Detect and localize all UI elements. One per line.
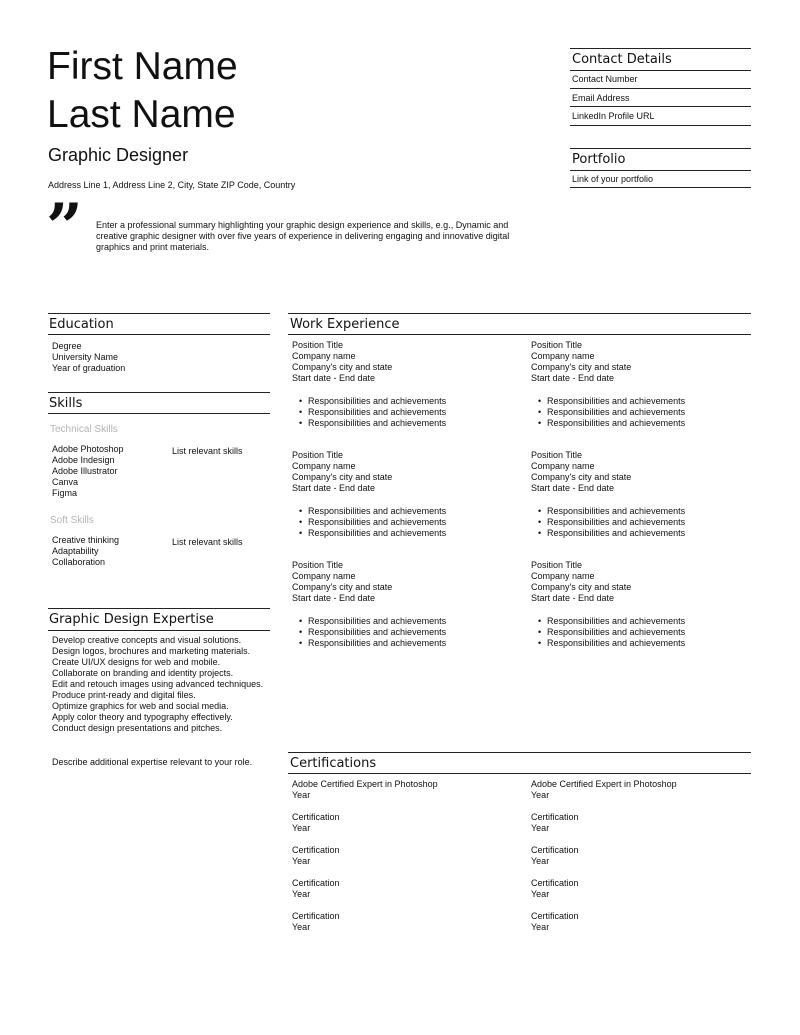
job-entry — [531, 450, 631, 494]
job-location: Company's city and state — [531, 472, 632, 482]
job-location: Company's city and state — [292, 582, 393, 592]
job-bullets — [531, 506, 685, 539]
job-bullet: • Responsibilities and achievements — [531, 506, 685, 517]
expertise-item: Collaborate on branding and identity projects. — [52, 668, 234, 678]
expertise-item: Conduct design presentations and pitches. — [52, 723, 223, 733]
certification-name: Certification — [292, 911, 340, 921]
job-entry — [531, 340, 631, 384]
job-location: Company's city and state — [531, 582, 632, 592]
job-bullets — [292, 616, 446, 649]
certification-name: Certification — [531, 911, 579, 921]
education-university: University Name — [52, 352, 119, 362]
certification-name: Certification — [531, 812, 579, 822]
job-bullet: • Responsibilities and achievements — [531, 407, 685, 418]
job-position: Position Title — [531, 450, 583, 460]
certification-name: Certification — [531, 845, 579, 855]
skills-rule — [48, 413, 270, 414]
work-rule-top — [288, 313, 751, 314]
skills-title: Skills — [49, 396, 83, 411]
certification-year: Year — [292, 922, 311, 932]
job-location: Company's city and state — [292, 472, 393, 482]
certification-year: Year — [531, 790, 550, 800]
soft-skills-label: Soft Skills — [50, 515, 94, 526]
job-dates: Start date - End date — [292, 373, 376, 383]
job-position: Position Title — [292, 450, 344, 460]
certification-name: Certification — [292, 812, 340, 822]
contact-rule — [570, 106, 751, 107]
education-rule-top — [48, 313, 270, 314]
expertise-item: Produce print-ready and digital files. — [52, 690, 196, 700]
job-company: Company name — [292, 351, 356, 361]
job-bullet: • Responsibilities and achievements — [531, 638, 685, 649]
expertise-rule-top — [48, 608, 270, 609]
job-bullet: • Responsibilities and achievements — [292, 506, 446, 517]
portfolio-rule — [570, 187, 751, 188]
certification-year: Year — [531, 922, 550, 932]
certification-year: Year — [292, 790, 311, 800]
technical-skill: Adobe Illustrator — [52, 466, 118, 476]
expertise-list — [52, 635, 263, 734]
certification-name: Certification — [531, 878, 579, 888]
expertise-item: Develop creative concepts and visual solutions. — [52, 635, 242, 645]
expertise-item: Edit and retouch images using advanced techniques. — [52, 679, 264, 689]
job-bullet: • Responsibilities and achievements — [531, 627, 685, 638]
job-bullet: • Responsibilities and achievements — [292, 528, 446, 539]
job-position: Position Title — [292, 340, 344, 350]
education-year: Year of graduation — [52, 363, 126, 373]
job-position: Position Title — [531, 560, 583, 570]
job-entry — [292, 450, 392, 494]
technical-skill: Adobe Indesign — [52, 455, 115, 465]
expertise-item: Optimize graphics for web and social media. — [52, 701, 229, 711]
job-company: Company name — [531, 571, 595, 581]
linkedin-url: LinkedIn Profile URL — [572, 111, 655, 121]
technical-skills-note: List relevant skills — [172, 446, 243, 456]
technical-skill: Figma — [52, 488, 78, 498]
job-bullet: • Responsibilities and achievements — [292, 627, 446, 638]
certifications-rule — [288, 773, 751, 774]
email-address: Email Address — [572, 93, 630, 103]
job-bullet: • Responsibilities and achievements — [292, 616, 446, 627]
job-bullet: • Responsibilities and achievements — [531, 396, 685, 407]
expertise-rule — [48, 630, 270, 631]
contact-rule — [570, 125, 751, 126]
job-position: Position Title — [292, 560, 344, 570]
job-location: Company's city and state — [531, 362, 632, 372]
certification-name: Certification — [292, 845, 340, 855]
certification-year: Year — [531, 856, 550, 866]
certification-year: Year — [292, 889, 311, 899]
job-dates: Start date - End date — [531, 483, 615, 493]
job-bullets — [292, 506, 446, 539]
job-dates: Start date - End date — [531, 373, 615, 383]
contact-rule — [570, 70, 751, 71]
job-bullet: • Responsibilities and achievements — [531, 418, 685, 429]
job-role: Graphic Designer — [48, 145, 189, 165]
technical-skill: Canva — [52, 477, 79, 487]
expertise-item: Create UI/UX designs for web and mobile. — [52, 657, 221, 667]
certification-year: Year — [531, 889, 550, 899]
certification-year: Year — [531, 823, 550, 833]
first-name: First Name — [47, 45, 238, 88]
expertise-item: Apply color theory and typography effectively. — [52, 712, 233, 722]
certification-year: Year — [292, 823, 311, 833]
education-degree: Degree — [52, 341, 82, 351]
job-location: Company's city and state — [292, 362, 393, 372]
technical-skills-label: Technical Skills — [50, 424, 118, 435]
certifications-title: Certifications — [290, 756, 377, 771]
job-dates: Start date - End date — [292, 483, 376, 493]
certification-name: Adobe Certified Expert in Photoshop — [292, 779, 438, 789]
certifications-rule-top — [288, 752, 751, 753]
job-bullet: • Responsibilities and achievements — [292, 418, 446, 429]
quote-icon: ” — [46, 190, 83, 265]
job-bullets — [531, 396, 685, 429]
job-bullet: • Responsibilities and achievements — [531, 528, 685, 539]
job-bullet: • Responsibilities and achievements — [531, 616, 685, 627]
contact-number: Contact Number — [572, 74, 638, 84]
job-bullet: • Responsibilities and achievements — [292, 407, 446, 418]
job-entry — [292, 560, 392, 604]
job-entry — [531, 560, 631, 604]
contact-rule — [570, 88, 751, 89]
portfolio-link: Link of your portfolio — [572, 174, 654, 184]
professional-summary: Enter a professional summary highlighting your graphic design experience and skills, e.g., Dynamic and creative graphic designer with over five years of experience in delivering engaging and innovative digital graphics and print materials. — [96, 220, 510, 252]
soft-skills-note: List relevant skills — [172, 537, 243, 547]
certification-name: Certification — [292, 878, 340, 888]
soft-skill: Collaboration — [52, 557, 106, 567]
certification-year: Year — [292, 856, 311, 866]
job-bullets — [292, 396, 446, 429]
job-company: Company name — [292, 571, 356, 581]
job-entry — [292, 340, 392, 384]
work-title: Work Experience — [290, 317, 400, 332]
last-name: Last Name — [47, 93, 236, 136]
expertise-title: Graphic Design Expertise — [49, 612, 214, 627]
job-bullet: • Responsibilities and achievements — [292, 396, 446, 407]
address: Address Line 1, Address Line 2, City, State ZIP Code, Country — [48, 180, 296, 190]
technical-skill: Adobe Photoshop — [52, 444, 124, 454]
skills-rule-top — [48, 392, 270, 393]
job-company: Company name — [292, 461, 356, 471]
soft-skill: Adaptability — [52, 546, 99, 556]
job-position: Position Title — [531, 340, 583, 350]
job-bullet: • Responsibilities and achievements — [292, 517, 446, 528]
job-bullets — [531, 616, 685, 649]
job-dates: Start date - End date — [292, 593, 376, 603]
expertise-item: Design logos, brochures and marketing materials. — [52, 646, 251, 656]
job-company: Company name — [531, 461, 595, 471]
soft-skill: Creative thinking — [52, 535, 120, 545]
job-dates: Start date - End date — [531, 593, 615, 603]
portfolio-rule — [570, 170, 751, 171]
expertise-note: Describe additional expertise relevant to your role. — [52, 757, 253, 767]
job-bullet: • Responsibilities and achievements — [531, 517, 685, 528]
education-title: Education — [49, 317, 114, 332]
education-rule — [48, 334, 270, 335]
portfolio-title: Portfolio — [572, 152, 626, 167]
work-rule — [288, 334, 751, 335]
job-company: Company name — [531, 351, 595, 361]
contact-title: Contact Details — [572, 52, 672, 67]
certification-name: Adobe Certified Expert in Photoshop — [531, 779, 677, 789]
contact-rule-top — [570, 48, 751, 49]
portfolio-rule-top — [570, 148, 751, 149]
job-bullet: • Responsibilities and achievements — [292, 638, 446, 649]
